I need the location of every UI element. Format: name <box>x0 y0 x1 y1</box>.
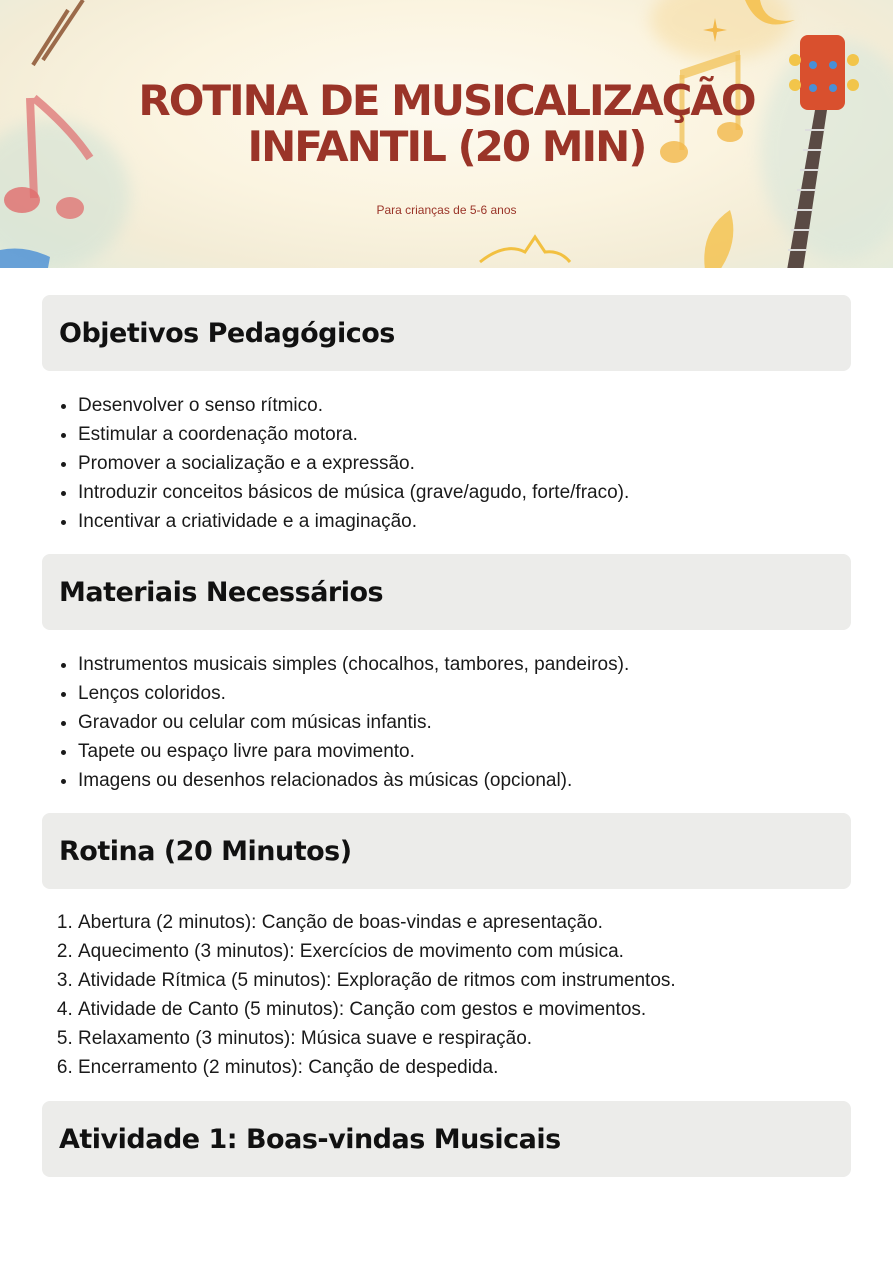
section-header-atividade-1 <box>42 1101 851 1177</box>
list-item: • Imagens ou desenhos relacionados às músicas (opcional). <box>78 766 629 795</box>
title-line-1: ROTINA DE MUSICALIZAÇÃO <box>138 76 755 125</box>
list-item: • Gravador ou celular com músicas infantis. <box>78 708 629 737</box>
list-item: • Desenvolver o senso rítmico. <box>78 391 629 420</box>
list-item: 3. Atividade Rítmica (5 minutos): Exploração de ritmos com instrumentos. <box>78 966 676 995</box>
section-header-objetivos <box>42 295 851 371</box>
section-heading: Materiais Necessários <box>59 576 384 608</box>
list-item: • Lenços coloridos. <box>78 679 629 708</box>
list-item: • Estimular a coordenação motora. <box>78 420 629 449</box>
list-item: • Instrumentos musicais simples (chocalhos, tambores, pandeiros). <box>78 650 629 679</box>
list-item: 2. Aquecimento (3 minutos): Exercícios de movimento com música. <box>78 937 676 966</box>
materiais-list <box>42 650 629 795</box>
header-banner <box>0 0 893 268</box>
list-item: 1. Abertura (2 minutos): Canção de boas-vindas e apresentação. <box>78 908 676 937</box>
list-item: • Promover a socialização e a expressão. <box>78 449 629 478</box>
list-item: 6. Encerramento (2 minutos): Canção de despedida. <box>78 1053 676 1082</box>
feather-icon <box>700 210 740 268</box>
rotina-list <box>42 908 676 1082</box>
section-heading: Objetivos Pedagógicos <box>59 317 395 349</box>
section-heading: Rotina (20 Minutos) <box>59 835 352 867</box>
list-item: • Incentivar a criatividade e a imaginação. <box>78 507 629 536</box>
page-title <box>0 78 893 170</box>
list-item: 4. Atividade de Canto (5 minutos): Canção com gestos e movimentos. <box>78 995 676 1024</box>
section-heading: Atividade 1: Boas-vindas Musicais <box>59 1123 561 1155</box>
star-icon <box>703 18 727 42</box>
list-item: • Introduzir conceitos básicos de música (grave/agudo, forte/fraco). <box>78 478 629 507</box>
list-item: • Tapete ou espaço livre para movimento. <box>78 737 629 766</box>
scissors-icon <box>28 0 88 70</box>
blue-shape-decoration <box>0 245 55 268</box>
cat-icon <box>475 232 575 268</box>
objetivos-list <box>42 391 629 536</box>
section-header-materiais <box>42 554 851 630</box>
section-header-rotina <box>42 813 851 889</box>
page-subtitle: Para crianças de 5-6 anos <box>376 203 517 217</box>
list-item: 5. Relaxamento (3 minutos): Música suave e respiração. <box>78 1024 676 1053</box>
title-line-2: INFANTIL (20 MIN) <box>247 122 646 171</box>
